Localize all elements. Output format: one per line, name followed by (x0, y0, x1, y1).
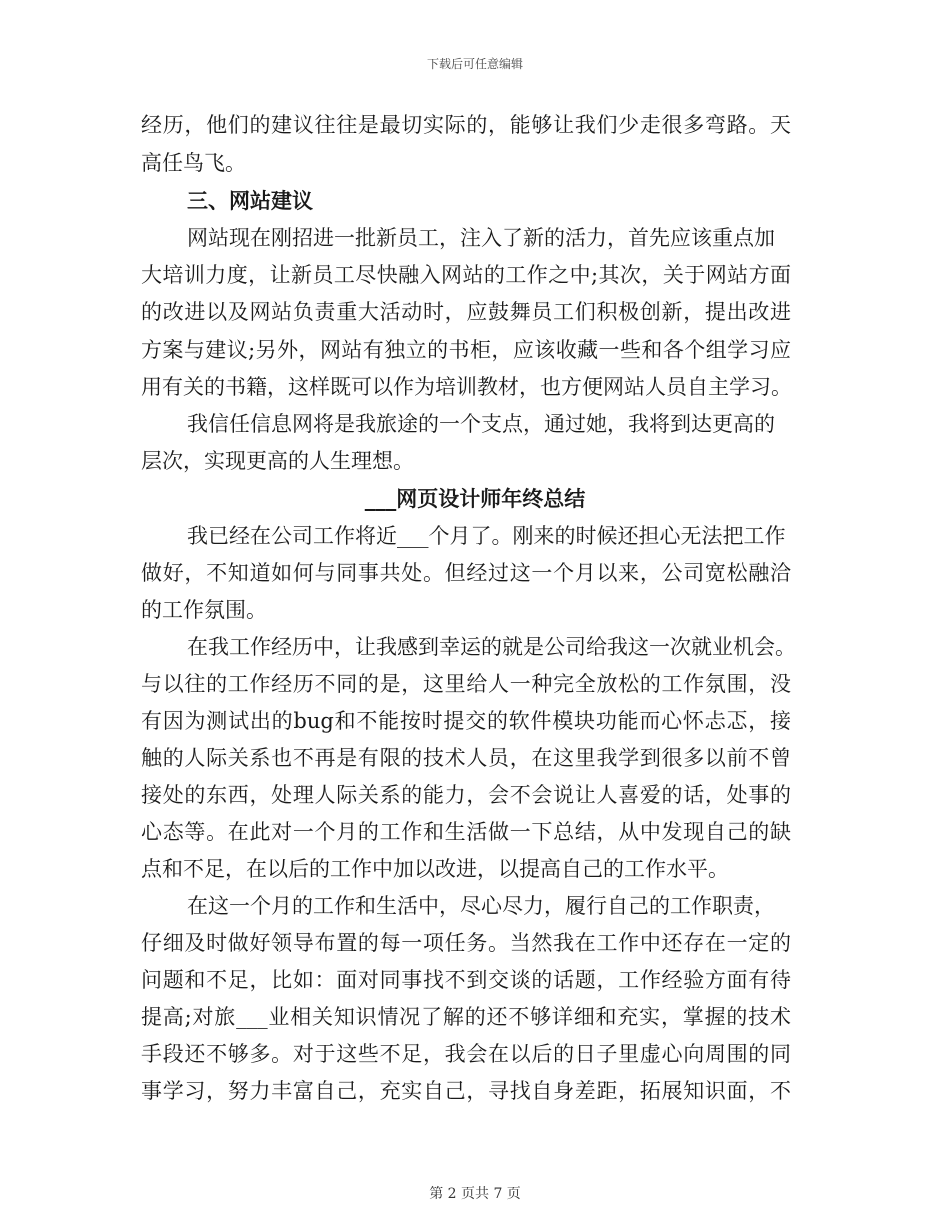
paragraph-line: 有因为测试出的bug和不能按时提交的软件模块功能而心怀忐忑，接 (141, 709, 791, 733)
paragraph-line: 事学习，努力丰富自己，充实自己，寻找自身差距，拓展知识面，不 (141, 1079, 791, 1103)
paragraph-line: 大培训力度，让新员工尽快融入网站的工作之中;其次，关于网站方面 (141, 263, 791, 287)
paragraph-line: 我信任信息网将是我旅途的一个支点，通过她，我将到达更高的 (187, 412, 775, 436)
paragraph-line: 的改进以及网站负责重大活动时，应鼓舞员工们积极创新，提出改进 (141, 300, 791, 324)
paragraph-line: 问题和不足，比如：面对同事找不到交谈的话题，工作经验方面有待 (141, 968, 791, 992)
paragraph-line: 我已经在公司工作将近___个月了。刚来的时候还担心无法把工作 (187, 524, 786, 548)
paragraph-line: 点和不足，在以后的工作中加以改进，以提高自己的工作水平。 (141, 857, 729, 881)
paragraph-line: 经历，他们的建议往往是最切实际的，能够让我们少走很多弯路。天 (141, 113, 791, 137)
paragraph-line: 在这一个月的工作和生活中，尽心尽力，履行自己的工作职责， (187, 894, 775, 918)
paragraph-line: 层次，实现更高的人生理想。 (141, 449, 414, 473)
paragraph-line: 用有关的书籍，这样既可以作为培训教材，也方便网站人员自主学习。 (141, 375, 792, 399)
page-header: 下载后可任意编辑 (426, 57, 523, 71)
paragraph-line: 手段还不够多。对于这些不足，我会在以后的日子里虚心向周围的同 (141, 1042, 791, 1066)
paragraph-line: 接处的东西，处理人际关系的能力，会不会说让人喜爱的话，处事的 (141, 783, 791, 807)
section-heading: 三、网站建议 (187, 188, 313, 213)
paragraph-line: 仔细及时做好领导布置的每一项任务。当然我在工作中还存在一定的 (141, 931, 791, 955)
paragraph-line: 高任鸟飞。 (141, 151, 246, 175)
paragraph-line: 心态等。在此对一个月的工作和生活做一下总结，从中发现自己的缺 (141, 820, 791, 844)
paragraph-line: 网站现在刚招进一批新员工，注入了新的活力，首先应该重点加 (187, 226, 775, 250)
section-title: ___网页设计师年终总结 (364, 486, 586, 511)
paragraph-line: 提高;对旅___业相关知识情况了解的还不够详细和充实，掌握的技术 (141, 1005, 791, 1029)
paragraph-line: 在我工作经历中，让我感到幸运的就是公司给我这一次就业机会。 (187, 635, 796, 659)
paragraph-line: 做好，不知道如何与同事共处。但经过这一个月以来，公司宽松融洽 (141, 561, 791, 585)
paragraph-line: 触的人际关系也不再是有限的技术人员，在这里我学到很多以前不曾 (141, 746, 791, 770)
paragraph-line: 与以往的工作经历不同的是，这里给人一种完全放松的工作氛围，没 (141, 672, 791, 696)
paragraph-line: 方案与建议;另外，网站有独立的书柜，应该收藏一些和各个组学习应 (141, 338, 791, 362)
page-footer: 第 2 页共 7 页 (429, 1186, 521, 1202)
paragraph-line: 的工作氛围。 (141, 598, 267, 622)
